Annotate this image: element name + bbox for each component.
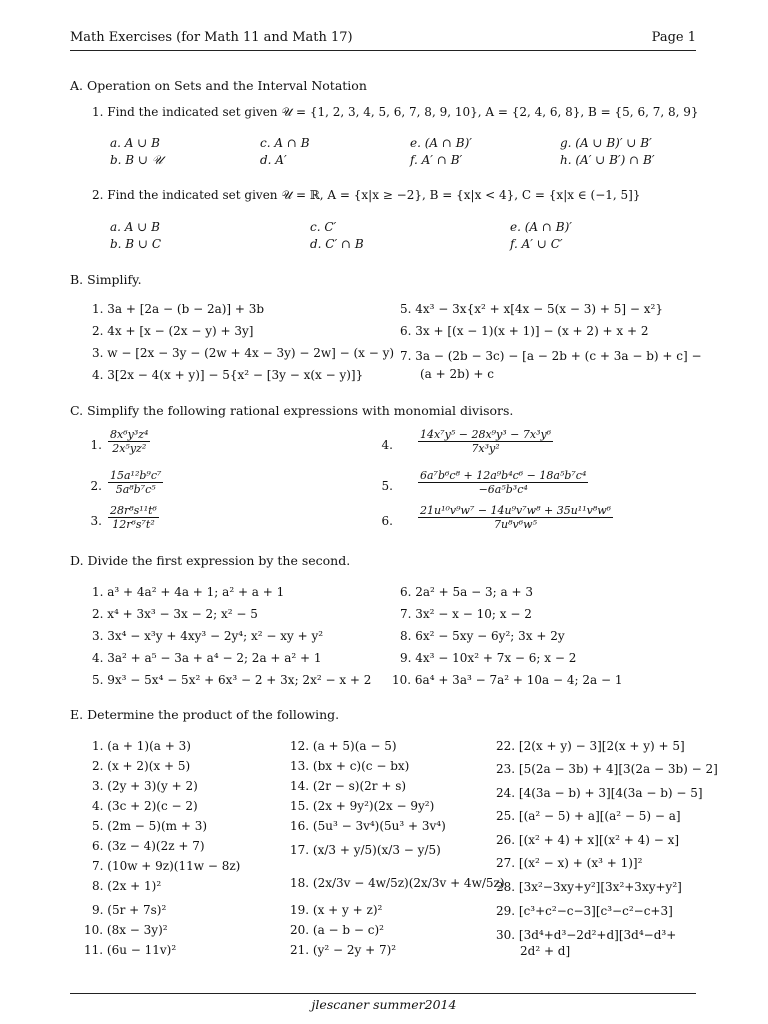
e-item: 14. (2r − s)(2r + s) [290, 779, 407, 793]
header-rule [70, 50, 696, 51]
e-item: 28. [3x²−3xy+y²][3x²+3xy+y²] [496, 880, 682, 894]
d-item: 10. 6a⁴ + 3a³ − 7a² + 10a − 4; 2a − 1 [392, 673, 623, 687]
d-item: 9. 4x³ − 10x² + 7x − 6; x − 2 [400, 651, 577, 665]
a1-item: f. A′ ∩ B′ [410, 153, 463, 167]
a2-item: f. A′ ∪ C′ [510, 237, 563, 251]
e-item: 15. (2x + 9y²)(2x − 9y²) [290, 799, 435, 813]
e-item: 20. (a − b − c)² [290, 923, 384, 937]
header-title: Math Exercises (for Math 11 and Math 17) [70, 30, 353, 45]
denominator: 7u⁸v⁶w⁵ [494, 518, 537, 531]
c-fraction [418, 428, 553, 455]
e-item: 22. [2(x + y) − 3][2(x + y) + 5] [496, 739, 685, 753]
numerator: 8x⁶y³z⁴ [110, 428, 149, 441]
section-b-title: B. Simplify. [70, 272, 142, 287]
e-item: 16. (5u³ − 3v⁴)(5u³ + 3v⁴) [290, 819, 446, 833]
d-item: 8. 6x² − 5xy − 6y²; 3x + 2y [400, 629, 565, 643]
numerator: 14x⁷y⁵ − 28x⁹y³ − 7x³y⁶ [420, 428, 552, 441]
d-item: 5. 9x³ − 5x⁴ − 5x² + 6x³ − 2 + 3x; 2x² − x + 2 [92, 673, 372, 687]
e-item: 17. (x/3 + y/5)(x/3 − y/5) [290, 843, 441, 857]
d-item: 1. a³ + 4a² + 4a + 1; a² + a + 1 [92, 585, 285, 599]
a2-item: c. C′ [310, 220, 337, 234]
d-item: 2. x⁴ + 3x³ − 3x − 2; x² − 5 [92, 607, 258, 621]
numerator: 21u¹⁰v⁹w⁷ − 14u⁹v⁷w⁸ + 35u¹¹v⁸w⁶ [420, 504, 612, 517]
denominator: 5a⁸b⁷c⁵ [115, 483, 156, 496]
e-item: 27. [(x² − x) + (x³ + 1)]² [496, 856, 643, 870]
e-item: 12. (a + 5)(a − 5) [290, 739, 397, 753]
a1-item: h. (A′ ∪ B′) ∩ B′ [560, 153, 655, 167]
b-item: 6. 3x + [(x − 1)(x + 1)] − (x + 2) + x + 2 [400, 324, 649, 338]
denominator: 7x³y² [471, 442, 500, 455]
e-item: 7. (10w + 9z)(11w − 8z) [92, 859, 241, 873]
section-d-title: D. Divide the first expression by the second. [70, 553, 351, 568]
denominator: −6a⁵b³c⁴ [478, 483, 528, 496]
d-item: 4. 3a² + a⁵ − 3a + a⁴ − 2; 2a + a² + 1 [92, 651, 322, 665]
denominator: 12r⁶s⁷t² [112, 518, 155, 531]
e-item: 3. (2y + 3)(y + 2) [92, 779, 198, 793]
a2-item: a. A ∪ B [110, 220, 160, 234]
a-question-1: 1. Find the indicated set given 𝒰 = {1, 2, 3, 4, 5, 6, 7, 8, 9, 10}, A = {2, 4, 6, 8}, B = {5, 6, 7, 8, 9} [92, 105, 699, 119]
e-item: 30. [3d⁴+d³−2d²+d][3d⁴−d³+ [496, 928, 677, 942]
page-header [70, 30, 696, 48]
a2-item: b. B ∪ C [110, 237, 161, 251]
a1-item: e. (A ∩ B)′ [410, 136, 472, 150]
c-fraction [108, 469, 163, 496]
numerator: 6a⁷b⁶c⁸ + 12a⁹b⁴c⁶ − 18a⁵b⁷c⁴ [420, 469, 587, 482]
e-item: 2. (x + 2)(x + 5) [92, 759, 191, 773]
section-a-title: A. Operation on Sets and the Interval Notation [70, 78, 367, 93]
a2-item: d. C′ ∩ B [310, 237, 364, 251]
c-num: 3. [90, 514, 102, 528]
e-item: 18. (2x/3v − 4w/5z)(2x/3v + 4w/5z) [290, 876, 505, 890]
c-num: 2. [90, 479, 102, 493]
page-number: Page 1 [651, 30, 696, 45]
b-item: (a + 2b) + c [420, 367, 494, 381]
b-item: 1. 3a + [2a − (b − 2a)] + 3b [92, 302, 265, 316]
b-item: 3. w − [2x − 3y − (2w + 4x − 3y) − 2w] − (x − y) [92, 346, 395, 360]
b-item: 7. 3a − (2b − 3c) − [a − 2b + (c + 3a − b) + c] − [400, 349, 702, 363]
e-item: 10. (8x − 3y)² [84, 923, 168, 937]
c-num: 6. [381, 514, 393, 528]
e-item: 21. (y² − 2y + 7)² [290, 943, 397, 957]
section-e-title: E. Determine the product of the following. [70, 707, 340, 722]
b-item: 4. 3[2x − 4(x + y)] − 5{x² − [3y − x(x − y)]} [92, 368, 364, 382]
a1-item: b. B ∪ 𝒰 [110, 153, 163, 167]
e-item: 13. (bx + c)(c − bx) [290, 759, 410, 773]
e-item: 24. [4(3a − b) + 3][4(3a − b) − 5] [496, 786, 703, 800]
a1-item: d. A′ [260, 153, 287, 167]
c-num: 5. [381, 479, 393, 493]
e-item: 25. [(a² − 5) + a][(a² − 5) − a] [496, 809, 681, 823]
footer-rule [70, 993, 696, 994]
e-item: 8. (2x + 1)² [92, 879, 162, 893]
c-fraction [108, 504, 159, 531]
e-item: 11. (6u − 11v)² [84, 943, 177, 957]
d-item: 3. 3x⁴ − x³y + 4xy³ − 2y⁴; x² − xy + y² [92, 629, 324, 643]
a2-item: e. (A ∩ B)′ [510, 220, 572, 234]
a1-item: c. A ∩ B [260, 136, 310, 150]
c-fraction [418, 504, 613, 531]
footer-text: jlescaner summer2014 [311, 997, 457, 1012]
c-fraction [108, 428, 150, 455]
e-item: 26. [(x² + 4) + x][(x² + 4) − x] [496, 833, 680, 847]
c-num: 1. [90, 438, 102, 452]
d-item: 6. 2a² + 5a − 3; a + 3 [400, 585, 533, 599]
numerator: 15a¹²b⁹c⁷ [110, 469, 162, 482]
denominator: 2x⁵yz² [112, 442, 147, 455]
a1-item: a. A ∪ B [110, 136, 160, 150]
c-fraction [418, 469, 588, 496]
e-item: 19. (x + y + z)² [290, 903, 383, 917]
b-item: 2. 4x + [x − (2x − y) + 3y] [92, 324, 254, 338]
d-item: 7. 3x² − x − 10; x − 2 [400, 607, 532, 621]
c-num: 4. [381, 438, 393, 452]
e-item: 9. (5r + 7s)² [92, 903, 167, 917]
a1-item: g. (A ∪ B)′ ∪ B′ [560, 136, 652, 150]
section-c-title: C. Simplify the following rational expressions with monomial divisors. [70, 403, 514, 418]
e-item: 5. (2m − 5)(m + 3) [92, 819, 208, 833]
e-item: 4. (3c + 2)(c − 2) [92, 799, 198, 813]
e-item: 6. (3z − 4)(2z + 7) [92, 839, 205, 853]
b-item: 5. 4x³ − 3x{x² + x[4x − 5(x − 3) + 5] − x²} [400, 302, 663, 316]
e-item: 1. (a + 1)(a + 3) [92, 739, 191, 753]
a-question-2: 2. Find the indicated set given 𝒰 = ℝ, A = {x|x ≥ −2}, B = {x|x < 4}, C = {x|x ∈ (−1, 5]} [92, 188, 641, 202]
e-item: 29. [c³+c²−c−3][c³−c²−c+3] [496, 904, 673, 918]
e-item: 23. [5(2a − 3b) + 4][3(2a − 3b) − 2] [496, 762, 718, 776]
e-item: 2d² + d] [520, 944, 571, 958]
numerator: 28r⁸s¹¹t⁶ [110, 504, 157, 517]
